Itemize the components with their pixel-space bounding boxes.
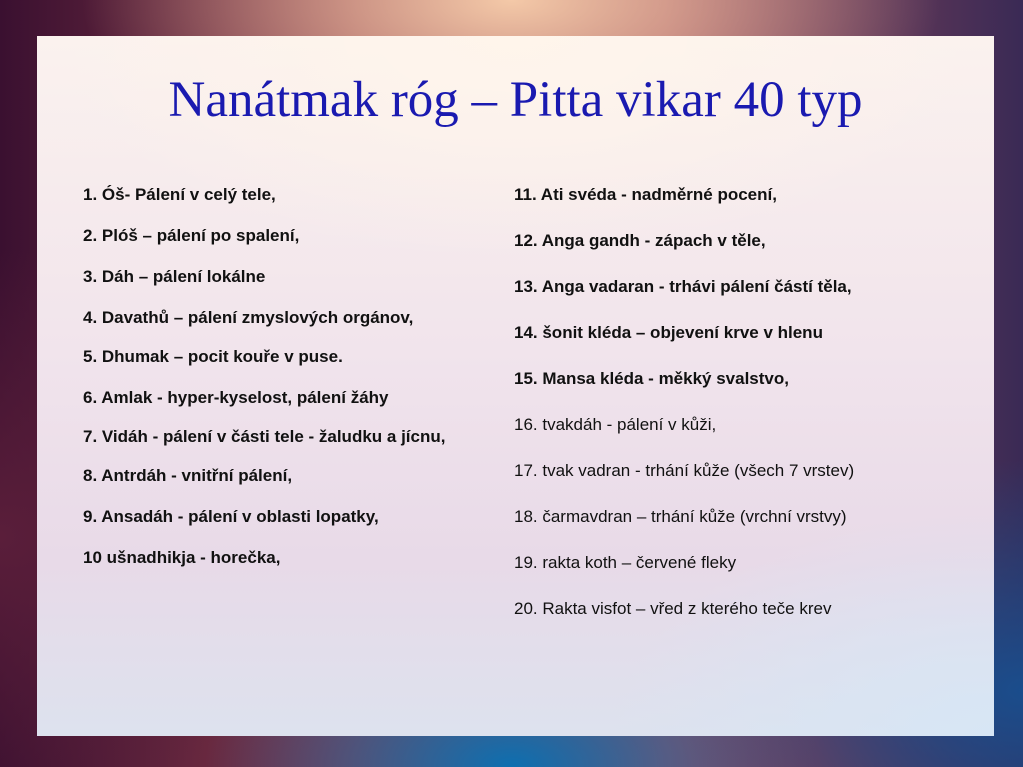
list-item: 9. Ansadáh - pálení v oblasti lopatky, — [83, 507, 379, 526]
slide — [37, 36, 994, 736]
list-item: 3. Dáh – pálení lokálne — [83, 267, 266, 286]
list-item: 16. tvakdáh - pálení v kůži, — [514, 415, 717, 434]
list-item: 14. šonit kléda – objevení krve v hlenu — [514, 323, 823, 342]
list-item: 19. rakta koth – červené fleky — [514, 553, 737, 572]
list-item: 11. Ati svéda - nadměrné pocení, — [514, 185, 777, 204]
left-list — [83, 184, 463, 588]
list-item: 4. Davathů – pálení zmyslových orgánov, — [83, 308, 414, 327]
list-item: 18. čarmavdran – trhání kůže (vrchní vrstvy) — [514, 507, 847, 526]
list-item: 8. Antrdáh - vnitřní pálení, — [83, 466, 293, 485]
list-item: 17. tvak vadran - trhání kůže (všech 7 vrstev) — [514, 461, 855, 480]
list-item: 20. Rakta visfot – vřed z kterého teče krev — [514, 599, 832, 618]
list-item: 5. Dhumak – pocit kouře v puse. — [83, 347, 343, 366]
list-item: 12. Anga gandh - zápach v těle, — [514, 231, 766, 250]
list-item: 10 ušnadhikja - horečka, — [83, 548, 281, 567]
right-list — [514, 184, 984, 644]
slide-title: Nanátmak róg – Pitta vikar 40 typ — [168, 72, 863, 128]
list-item: 2. Plóš – pálení po spalení, — [83, 226, 300, 245]
list-item: 15. Mansa kléda - měkký svalstvo, — [514, 369, 789, 388]
list-item: 6. Amlak - hyper-kyselost, pálení žáhy — [83, 388, 389, 407]
list-item: 1. Óš- Pálení v celý tele, — [83, 185, 276, 204]
list-item: 13. Anga vadaran - trhávi pálení částí těla, — [514, 277, 852, 296]
list-item: 7. Vidáh - pálení v části tele - žaludku a jícnu, — [83, 427, 446, 446]
